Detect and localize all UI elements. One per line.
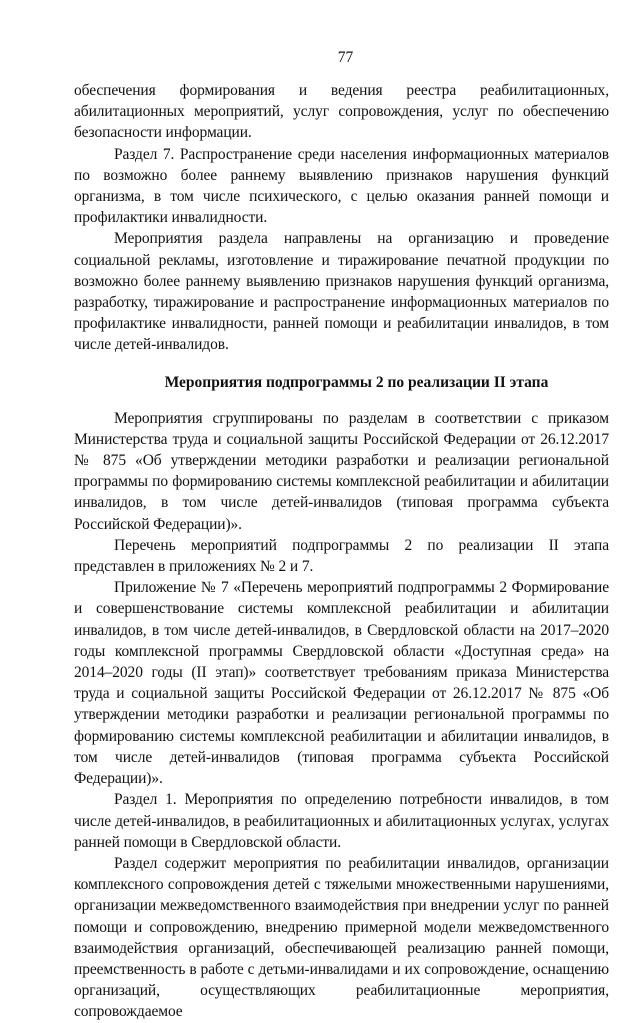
- section-heading: Мероприятия подпрограммы 2 по реализации II этапа: [164, 373, 549, 391]
- paragraph: Раздел 7. Распространение среди населения информационных материалов по возможно более раннему выявлению признаков нарушения функций организма, в том числе психического, с целью оказания ранней помощи и профилактики инвалидности.: [74, 145, 609, 227]
- paragraph: Раздел 1. Мероприятия по определению потребности инвалидов, в том числе детей-инвалидов, в реабилитационных и абилитационных услугах, услугах ранней помощи в Свердловской области.: [74, 791, 609, 851]
- page-number: 77: [337, 49, 354, 66]
- paragraph: обеспечения формирования и ведения реестра реабилитационных, абилитационных мероприятий, услуг сопровождения, услуг по обеспечению безопасности информации.: [74, 82, 609, 142]
- paragraph: Раздел содержит мероприятия по реабилитации инвалидов, организации комплексного сопровождения детей с тяжелыми множественными нарушениями, организации межведомственного взаимодействия при внедрении услуг по ранней помощи и сопровождению, внедрению примерной модели межведомственного взаимодействия организаций, обеспечивающей реализацию ранней помощи, преемственность в работе с детьми-инвалидами и их сопровождение, оснащению организаций, осуществляющих реабилитационные мероприятия, сопровождаемое: [74, 854, 609, 1021]
- paragraph: Мероприятия сгруппированы по разделам в соответствии с приказом Министерства труда и социальной защиты Российской Федерации от 26.12.2017 № 875 «Об утверждении методики разработки и реализации региональной программы по формированию системы комплексной реабилитации и абилитации инвалидов, в том числе детей-инвалидов (типовая программа субъекта Российской Федерации)».: [74, 409, 609, 533]
- paragraph: Перечень мероприятий подпрограммы 2 по реализации II этапа представлен в приложениях № 2 и 7.: [74, 536, 609, 576]
- paragraph: Приложение № 7 «Перечень мероприятий подпрограммы 2 Формирование и совершенствование системы комплексной реабилитации и абилитации инвалидов, в том числе детей-инвалидов, в Свердловской области на 2017–2020 годы комплексной программы Свердловской области «Доступная среда» на 2014–2020 годы (II этап)» соответствует требованиям приказа Министерства труда и социальной защиты Российской Федерации от 26.12.2017 № 875 «Об утверждении методики разработки и реализации региональной программы по формированию системы комплексной реабилитации и абилитации инвалидов, в том числе детей-инвалидов (типовая программа субъекта Российской Федерации)».: [74, 579, 609, 788]
- paragraph: Мероприятия раздела направлены на организацию и проведение социальной рекламы, изготовление и тиражирование печатной продукции по возможно более раннему выявлению признаков нарушения функций организма, разработку, тиражирование и распространение информационных материалов по профилактике инвалидности, ранней помощи и реабилитации инвалидов, в том числе детей-инвалидов.: [74, 230, 609, 354]
